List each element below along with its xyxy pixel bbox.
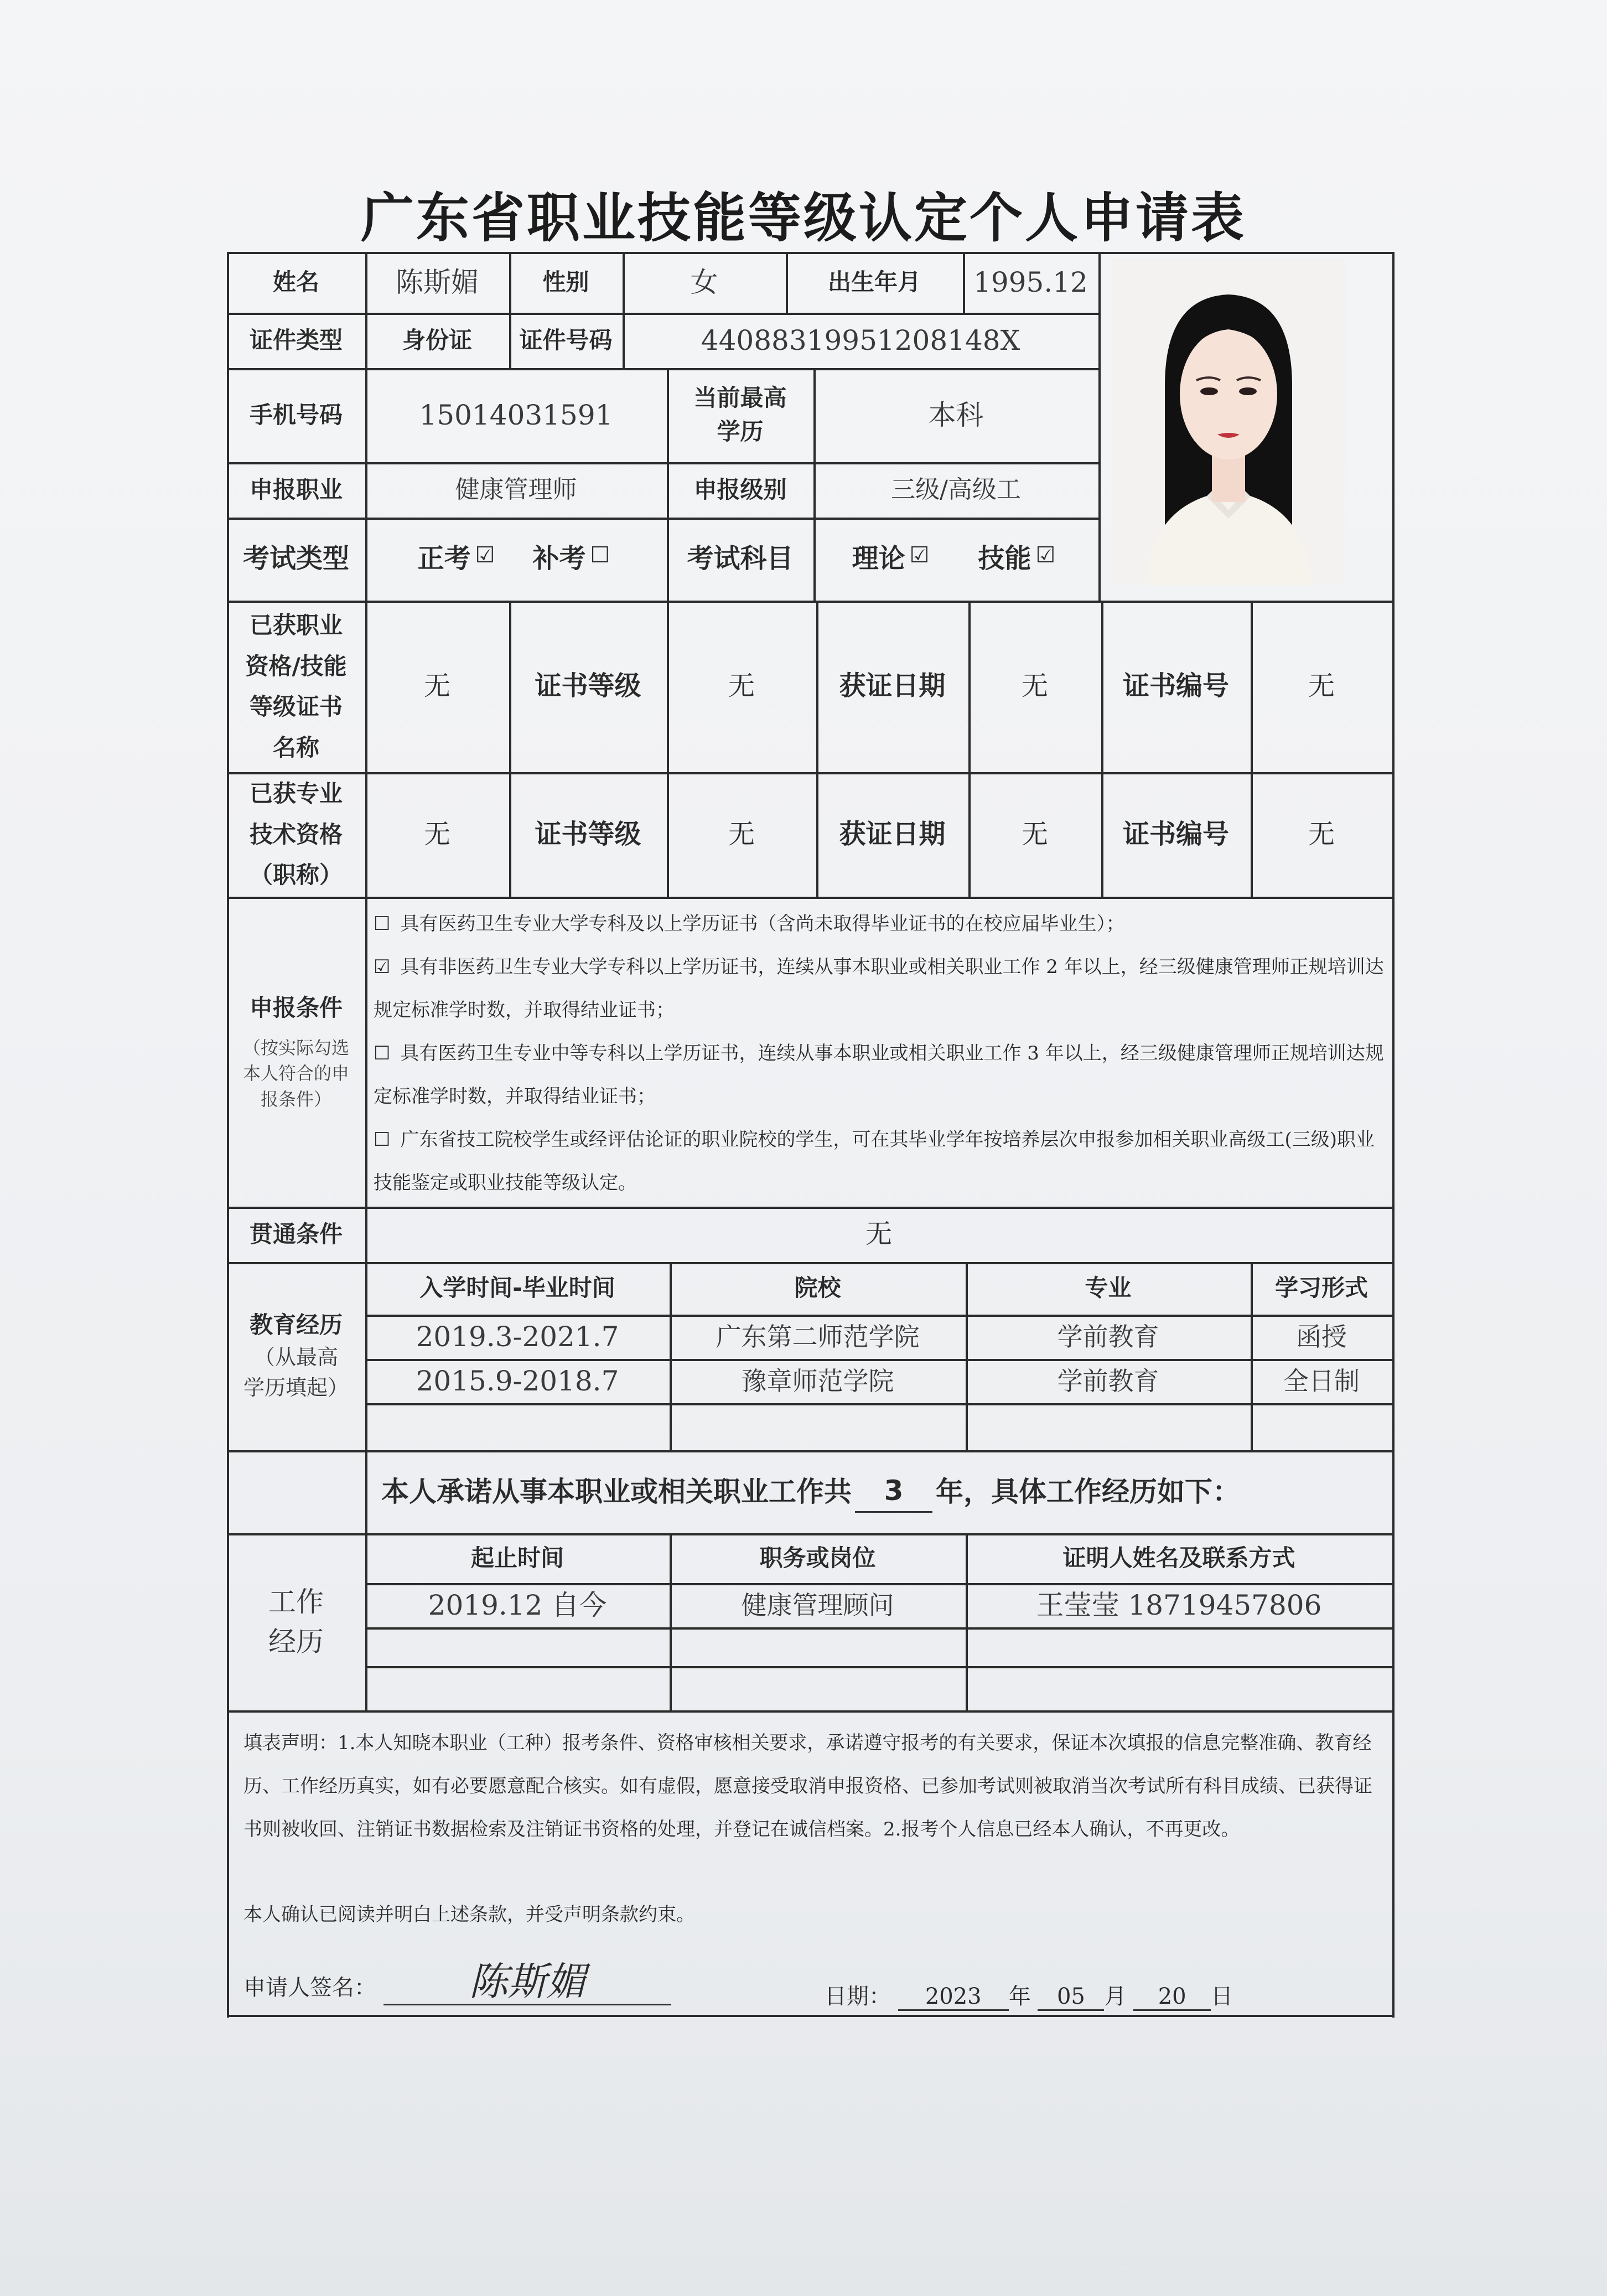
condition-2-checkbox[interactable]: ☑ [374, 956, 391, 978]
name-value: 陈斯媚 [396, 266, 479, 298]
cert-grade-label: 证书等级 [535, 670, 641, 702]
date-day-unit: 日 [1211, 1984, 1233, 2009]
exam-subject-label: 考试科目 [687, 543, 794, 575]
phone-value: 15014031591 [419, 399, 613, 431]
declaration-text: 填表声明：1.本人知晓本职业（工种）报考条件、资格审核相关要求，承诺遵守报考的有关要求，保证本次填报的信息完整准确、教育经历、工作经历真实，如有必要愿意配合核实。如有虚假，愿意接受取消申报资格、已参加考试则被取消当次考试所有科目成绩、已获得证书则被收回、注销证书数据检索及注销证书资格的处理，并登记在诚信档案。2.报考个人信息已经本人确认，不再更改。 [243, 1732, 1372, 1840]
condition-4[interactable] [374, 1118, 1389, 1204]
exam-subject-options [813, 518, 1098, 601]
exam-type-options [365, 518, 667, 601]
date-day: 20 [1133, 1984, 1211, 2011]
pledge-years: 3 [855, 1471, 932, 1513]
through-label: 贯通条件 [249, 1220, 343, 1248]
gender-value: 女 [690, 266, 718, 298]
condition-3-text: 具有医药卫生专业中等专科以上学历证书，连续从事本职业或相关职业工作 3 年以上，经三级健康管理师正规培训达规定标准学时数，并取得结业证书； [374, 1042, 1384, 1108]
date-year-unit: 年 [1008, 1984, 1031, 2009]
conditions-hint-1: （按实际勾选 [242, 1037, 349, 1058]
edu-row2-mode: 全日制 [1283, 1366, 1360, 1396]
title-grade-value: 无 [728, 818, 755, 850]
birth-value: 1995.12 [973, 266, 1088, 298]
regular-exam-label: 正考 [417, 543, 471, 575]
edu-row2-major: 学前教育 [1057, 1366, 1159, 1396]
signature-area [243, 1959, 671, 2005]
date-month: 05 [1038, 1984, 1104, 2011]
work-row1-reference: 王莹莹 18719457806 [1036, 1589, 1322, 1621]
theory-checkbox[interactable]: ☑ [909, 542, 930, 568]
level-label: 申报级别 [693, 475, 787, 503]
applicant-photo [1112, 258, 1345, 585]
theory-label: 理论 [852, 543, 905, 575]
edu-col-school: 院校 [794, 1274, 841, 1302]
work-col-reference: 证明人姓名及联系方式 [1062, 1544, 1295, 1571]
edu-row2-school: 豫章师范学院 [741, 1366, 894, 1396]
condition-1[interactable] [374, 902, 1389, 945]
applicant-signature: 陈斯媚 [383, 1959, 671, 2005]
condition-4-checkbox[interactable]: ☐ [374, 1129, 391, 1151]
level-value: 三级/高级工 [891, 475, 1021, 504]
work-label-1: 工作 [268, 1585, 324, 1618]
occupation-value: 健康管理师 [455, 475, 577, 504]
condition-4-text: 广东省技工院校学生或经评估论证的职业院校的学生，可在其毕业学年按培养层次申报参加相关职业高级工(三级)职业技能鉴定或职业技能等级认定。 [374, 1129, 1375, 1194]
conditions-hint-2: 本人符合的申 [242, 1063, 349, 1084]
education-hint-1: （从最高 [253, 1345, 338, 1370]
date-year: 2023 [898, 1984, 1009, 2011]
qualification-cert-label: 已获职业 资格/技能 等级证书 名称 [245, 612, 347, 761]
professional-title-label: 已获专业 技术资格 （职称） [249, 780, 343, 889]
edu-col-period: 入学时间-毕业时间 [419, 1274, 615, 1302]
condition-3[interactable] [374, 1032, 1389, 1118]
education-value: 本科 [928, 399, 984, 431]
birth-label: 出生年月 [827, 268, 921, 296]
work-history-label [227, 1533, 365, 1710]
edu-row1-period: 2019.3-2021.7 [416, 1320, 619, 1353]
title-name-value: 无 [423, 818, 450, 850]
edu-col-mode: 学习形式 [1274, 1274, 1368, 1302]
cert-date-value: 无 [1021, 670, 1048, 702]
gender-label: 性别 [542, 268, 589, 296]
id-no-label: 证件号码 [519, 326, 613, 354]
work-row1-position: 健康管理顾问 [741, 1590, 894, 1620]
phone-label: 手机号码 [249, 401, 343, 428]
cert-date-label: 获证日期 [839, 670, 946, 702]
id-no-value: 44088319951208148X [701, 324, 1020, 356]
makeup-exam-checkbox[interactable]: ☐ [590, 542, 610, 568]
title-date-label: 获证日期 [839, 818, 946, 850]
edu-row1-major: 学前教育 [1057, 1321, 1159, 1352]
skill-checkbox[interactable]: ☑ [1035, 542, 1056, 568]
conditions-label-cell [227, 897, 365, 1207]
form-title: 广东省职业技能等级认定个人申请表 [361, 187, 1246, 249]
cert-no-label: 证书编号 [1122, 670, 1229, 702]
through-value: 无 [865, 1218, 892, 1250]
work-pledge [227, 1450, 1395, 1533]
skill-label: 技能 [978, 543, 1031, 575]
edu-row1-school: 广东第二师范学院 [716, 1321, 920, 1352]
conditions-hint-3: 报条件） [260, 1088, 331, 1110]
education-history-title: 教育经历 [249, 1311, 343, 1339]
condition-1-text: 具有医药卫生专业大学专科及以上学历证书（含尚未取得毕业证书的在校应届毕业生）； [400, 913, 1125, 935]
work-col-position: 职务或岗位 [759, 1544, 876, 1571]
work-label-2: 经历 [268, 1626, 324, 1658]
condition-1-checkbox[interactable]: ☐ [374, 913, 391, 935]
confirm-text: 本人确认已阅读并明白上述条款，并受声明条款约束。 [243, 1904, 695, 1926]
cert-name-value: 无 [423, 670, 450, 702]
condition-3-checkbox[interactable]: ☐ [374, 1042, 391, 1064]
education-hint-2: 学历填起） [243, 1375, 349, 1400]
conditions-label: 申报条件 [249, 994, 343, 1021]
name-label: 姓名 [272, 268, 319, 296]
id-type-value: 身份证 [402, 326, 472, 354]
pledge-text-after: 年，具体工作经历如下： [936, 1475, 1240, 1508]
regular-exam-checkbox[interactable]: ☑ [475, 542, 495, 568]
date-month-unit: 月 [1104, 1984, 1127, 2009]
application-form [227, 252, 1395, 2018]
pledge-text-before: 本人承诺从事本职业或相关职业工作共 [381, 1475, 852, 1508]
education-label: 当前最高 学历 [693, 384, 787, 445]
edu-row2-period: 2015.9-2018.7 [416, 1364, 619, 1397]
date-label: 日期： [825, 1984, 891, 2009]
title-no-label: 证书编号 [1122, 818, 1229, 850]
id-type-label: 证件类型 [249, 326, 343, 354]
education-history-label [227, 1262, 365, 1450]
date-area [825, 1979, 1233, 2011]
title-grade-label: 证书等级 [535, 818, 641, 850]
title-no-value: 无 [1308, 818, 1335, 850]
makeup-exam-label: 补考 [532, 543, 586, 575]
condition-2[interactable] [374, 945, 1389, 1032]
occupation-label: 申报职业 [249, 475, 343, 503]
condition-2-text: 具有非医药卫生专业大学专科以上学历证书，连续从事本职业或相关职业工作 2 年以上，经三级健康管理师正规培训达规定标准学时数，并取得结业证书； [374, 956, 1384, 1021]
edu-row1-mode: 函授 [1296, 1321, 1347, 1352]
cert-grade-value: 无 [728, 670, 755, 702]
title-date-value: 无 [1021, 818, 1048, 850]
work-row1-period: 2019.12 自今 [428, 1589, 607, 1621]
work-col-period: 起止时间 [470, 1544, 564, 1571]
edu-col-major: 专业 [1085, 1274, 1132, 1302]
cert-no-value: 无 [1308, 670, 1335, 702]
exam-type-label: 考试类型 [242, 543, 349, 575]
signature-label: 申请人签名： [243, 1975, 376, 2000]
